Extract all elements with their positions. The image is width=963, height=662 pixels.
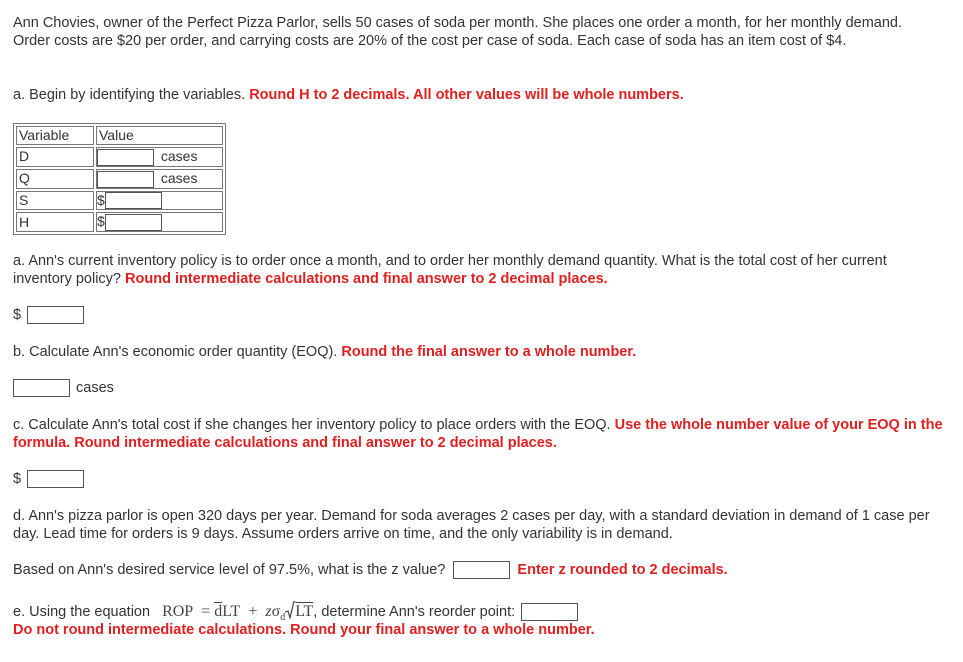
part-e-text-end: , determine Ann's reorder point: bbox=[313, 604, 516, 620]
part-e-instruction: Do not round intermediate calculations. Round your final answer to a whole number. bbox=[13, 622, 595, 638]
intro-text: Ann Chovies, owner of the Perfect Pizza Parlor, sells 50 cases of soda per month. She places one order a month, for her monthly demand. Order costs are $20 per order, and carrying costs are 20% of the cost per case of soda. Each case of soda has an item cost of $4. bbox=[13, 15, 903, 49]
variable-label: H bbox=[16, 212, 94, 232]
part-a-text: a. Ann's current inventory policy is to order once a month, and to order her monthly demand quantity. What is the total cost of her current inventory policy? bbox=[13, 253, 887, 287]
part-c-instruction: Use the whole number value of your EOQ in the formula. Round intermediate calculations and final answer to 2 decimal places. bbox=[13, 417, 943, 451]
d-input[interactable] bbox=[97, 149, 154, 166]
table-row bbox=[16, 169, 223, 189]
variables-prompt bbox=[13, 86, 684, 104]
variables-table bbox=[13, 123, 226, 235]
part-a-prompt bbox=[13, 252, 943, 288]
part-b-prompt bbox=[13, 343, 636, 361]
part-b-input[interactable] bbox=[13, 379, 70, 397]
reorder-point-input[interactable] bbox=[521, 603, 578, 621]
part-c-currency: $ bbox=[13, 471, 22, 487]
sqrt-icon bbox=[285, 601, 295, 619]
part-d-question: Based on Ann's desired service level of 97.5%, what is the z value? bbox=[13, 562, 446, 578]
header-variable: Variable bbox=[16, 126, 94, 145]
part-a-currency: $ bbox=[13, 307, 22, 323]
part-c-answer bbox=[13, 470, 84, 488]
table-row bbox=[16, 191, 223, 211]
variable-label: S bbox=[16, 191, 94, 211]
s-currency: $ bbox=[97, 191, 105, 208]
variables-instruction: Round H to 2 decimals. All other values will be whole numbers. bbox=[249, 87, 684, 103]
part-c-prompt bbox=[13, 416, 943, 452]
header-value: Value bbox=[96, 126, 223, 145]
d-unit: cases bbox=[160, 148, 198, 164]
value-cell bbox=[96, 147, 223, 167]
value-cell bbox=[96, 169, 223, 189]
rop-formula: ROP = $\overline{d}LT + z\sigma_d$ $\overline{LT}$ bbox=[162, 603, 314, 624]
part-a-answer bbox=[13, 306, 84, 324]
part-b-answer bbox=[13, 379, 114, 397]
part-a-instruction: Round intermediate calculations and final answer to 2 decimal places. bbox=[125, 271, 608, 287]
q-unit: cases bbox=[160, 169, 198, 186]
part-b-unit: cases bbox=[76, 380, 114, 396]
table-header-row bbox=[16, 126, 223, 145]
table-row bbox=[16, 212, 223, 232]
value-cell bbox=[96, 212, 223, 232]
table-row bbox=[16, 147, 223, 167]
part-d-prompt: d. Ann's pizza parlor is open 320 days per year. Demand for soda averages 2 cases per day, with a standard deviation in demand of 1 case per day. Lead time for orders is 9 days. Assume orders arrive on time, and the only variability is in demand. bbox=[13, 508, 930, 542]
part-a-input[interactable] bbox=[27, 306, 84, 324]
part-b-instruction: Round the final answer to a whole number. bbox=[341, 344, 637, 360]
part-c-text: c. Calculate Ann's total cost if she changes her inventory policy to place orders with the EOQ. bbox=[13, 417, 611, 433]
z-value-input[interactable] bbox=[453, 561, 510, 579]
variables-prompt-text: a. Begin by identifying the variables. bbox=[13, 87, 246, 103]
part-d-instruction: Enter z rounded to 2 decimals. bbox=[517, 562, 728, 578]
part-b-text: b. Calculate Ann's economic order quantity (EOQ). bbox=[13, 344, 338, 360]
variable-label: Q bbox=[16, 169, 94, 189]
h-currency: $ bbox=[97, 213, 105, 230]
variable-label: D bbox=[16, 147, 94, 167]
value-cell bbox=[96, 191, 223, 211]
s-input[interactable] bbox=[105, 192, 162, 209]
part-e-text-start: e. Using the equation bbox=[13, 604, 151, 620]
h-input[interactable] bbox=[105, 214, 162, 231]
part-d-question-line bbox=[13, 561, 728, 579]
q-input[interactable] bbox=[97, 171, 154, 188]
part-c-input[interactable] bbox=[27, 470, 84, 488]
